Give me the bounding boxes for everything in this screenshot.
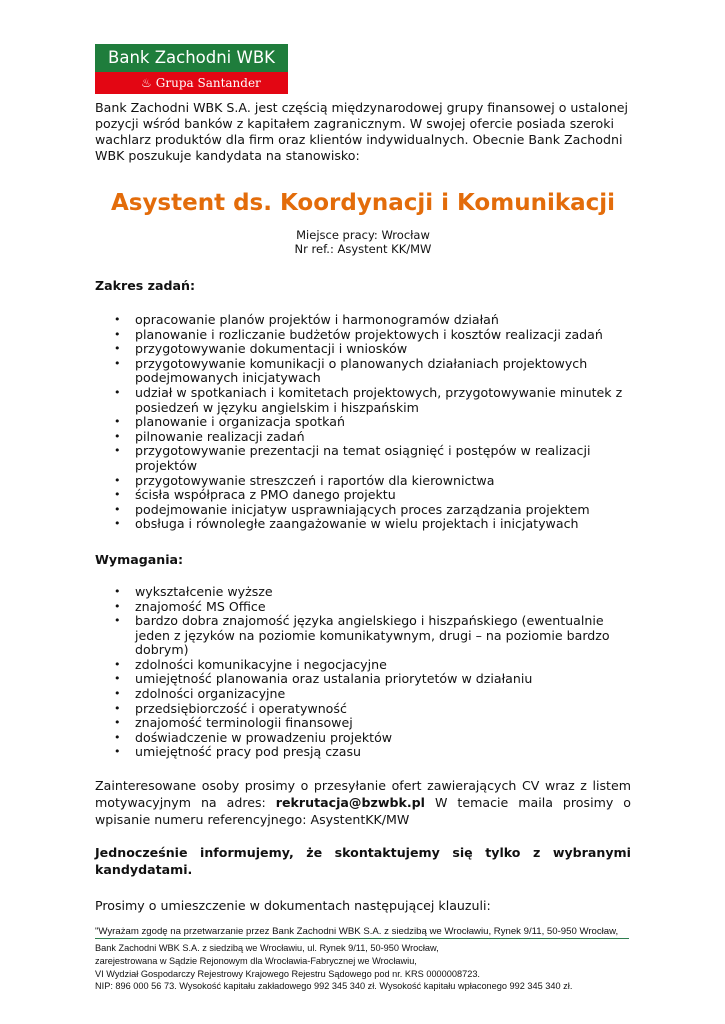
logo-group-bar	[95, 72, 288, 94]
footer-line: Bank Zachodni WBK S.A. z siedzibą we Wrocławiu, ul. Rynek 9/11, 50-950 Wrocław,	[95, 943, 439, 953]
list-item: • pilnowanie realizacji zadań	[95, 430, 631, 445]
list-item: • znajomość MS Office	[95, 600, 631, 615]
list-item: • udział w spotkaniach i komitetach projektowych, przygotowywanie minutek z posiedzeń w języku angielskim i hiszpańskim	[95, 386, 631, 415]
duties-list	[95, 313, 631, 532]
list-item: • przygotowywanie prezentacji na temat osiągnięć i postępów w realizacji projektów	[95, 444, 631, 473]
santander-flame-icon: ♨	[141, 76, 152, 90]
footer-line: zarejestrowana w Sądzie Rejonowym dla Wrocławia-Fabrycznej we Wrocławiu,	[95, 955, 417, 966]
job-meta	[95, 228, 631, 256]
list-item: • przygotowywanie streszczeń i raportów dla kierownictwa	[95, 474, 631, 489]
list-item: • znajomość terminologii finansowej	[95, 716, 631, 731]
apply-paragraph	[95, 777, 631, 828]
list-item: • wykształcenie wyższe	[95, 585, 631, 600]
list-item: • przedsiębiorczość i operatywność	[95, 702, 631, 717]
footer-line: VI Wydział Gospodarczy Rejestrowy Krajowego Rejestru Sądowego pod nr. KRS 0000008723.	[95, 968, 480, 979]
bank-logo	[95, 44, 288, 94]
job-reference: Nr ref.: Asystent KK/MW	[294, 242, 432, 256]
list-item: • opracowanie planów projektów i harmonogramów działań	[95, 313, 631, 328]
list-item: • ścisła współpraca z PMO danego projektu	[95, 488, 631, 503]
list-item: • umiejętność planowania oraz ustalania priorytetów w działaniu	[95, 672, 631, 687]
job-title: Asystent ds. Koordynacji i Komunikacji	[110, 190, 616, 216]
logo-group-name: Grupa Santander	[155, 76, 261, 90]
footer-line: NIP: 896 000 56 73. Wysokość kapitału zakładowego 992 345 340 zł. Wysokość kapitału wpłaconego 992 345 340 zł.	[95, 981, 573, 992]
list-item: • doświadczenie w prowadzeniu projektów	[95, 731, 631, 746]
document-body	[95, 100, 631, 938]
footer-divider	[95, 938, 629, 939]
requirements-list	[95, 585, 631, 760]
footer	[95, 942, 635, 993]
list-item: • podejmowanie inicjatyw usprawniających proces zarządzania projektem	[95, 503, 631, 518]
job-location: Miejsce pracy: Wrocław	[296, 228, 430, 242]
list-item: • obsługa i równoległe zaangażowanie w wielu projektach i inicjatywach	[95, 517, 631, 532]
logo-bank-name: Bank Zachodni WBK	[95, 44, 288, 72]
list-item: • przygotowywanie komunikacji o planowanych działaniach projektowych podejmowanych inicjatywach	[95, 357, 631, 386]
apply-text-after: W temacie maila prosimy o wpisanie numeru referencyjnego: AsystentKK/MW	[95, 795, 631, 828]
apply-text-before: Zainteresowane osoby prosimy o przesyłanie ofert zawierających CV wraz z listem motywacyjnym na adres:	[95, 778, 631, 811]
consent-clause: "Wyrażam zgodę na przetwarzanie przez Bank Zachodni WBK S.A. z siedzibą we Wrocławiu, Rynek 9/11, 50-950 Wrocław,	[95, 926, 619, 938]
list-item: • bardzo dobra znajomość języka angielskiego i hiszpańskiego (ewentualnie jeden z języków na poziomie komunikatywnym, drugi – na poziomie bardzo dobrym)	[95, 614, 631, 658]
intro-paragraph: Bank Zachodni WBK S.A. jest częścią międzynarodowej grupy finansowej o ustalonej pozycji wśród banków z kapitałem zagranicznym. W swojej ofercie posiada szeroki wachlarz produktów dla firm oraz klientów indywidualnych. Obecnie Bank Zachodni WBK poszukuje kandydata na stanowisko:	[95, 100, 629, 163]
list-item: • zdolności organizacyjne	[95, 687, 631, 702]
email-link[interactable]: rekrutacja@bzwbk.pl	[275, 795, 425, 811]
requirements-heading: Wymagania:	[95, 551, 184, 567]
list-item: • planowanie i organizacja spotkań	[95, 415, 631, 430]
list-item: • umiejętność pracy pod presją czasu	[95, 745, 631, 760]
notice-paragraph: Jednocześnie informujemy, że skontaktujemy się tylko z wybranymi kandydatami.	[95, 845, 631, 878]
clause-request: Prosimy o umieszczenie w dokumentach następującej klauzuli:	[95, 898, 491, 914]
list-item: • planowanie i rozliczanie budżetów projektowych i kosztów realizacji zadań	[95, 328, 631, 343]
duties-heading: Zakres zadań:	[95, 278, 195, 293]
list-item: • zdolności komunikacyjne i negocjacyjne	[95, 658, 631, 673]
list-item: • przygotowywanie dokumentacji i wniosków	[95, 342, 631, 357]
